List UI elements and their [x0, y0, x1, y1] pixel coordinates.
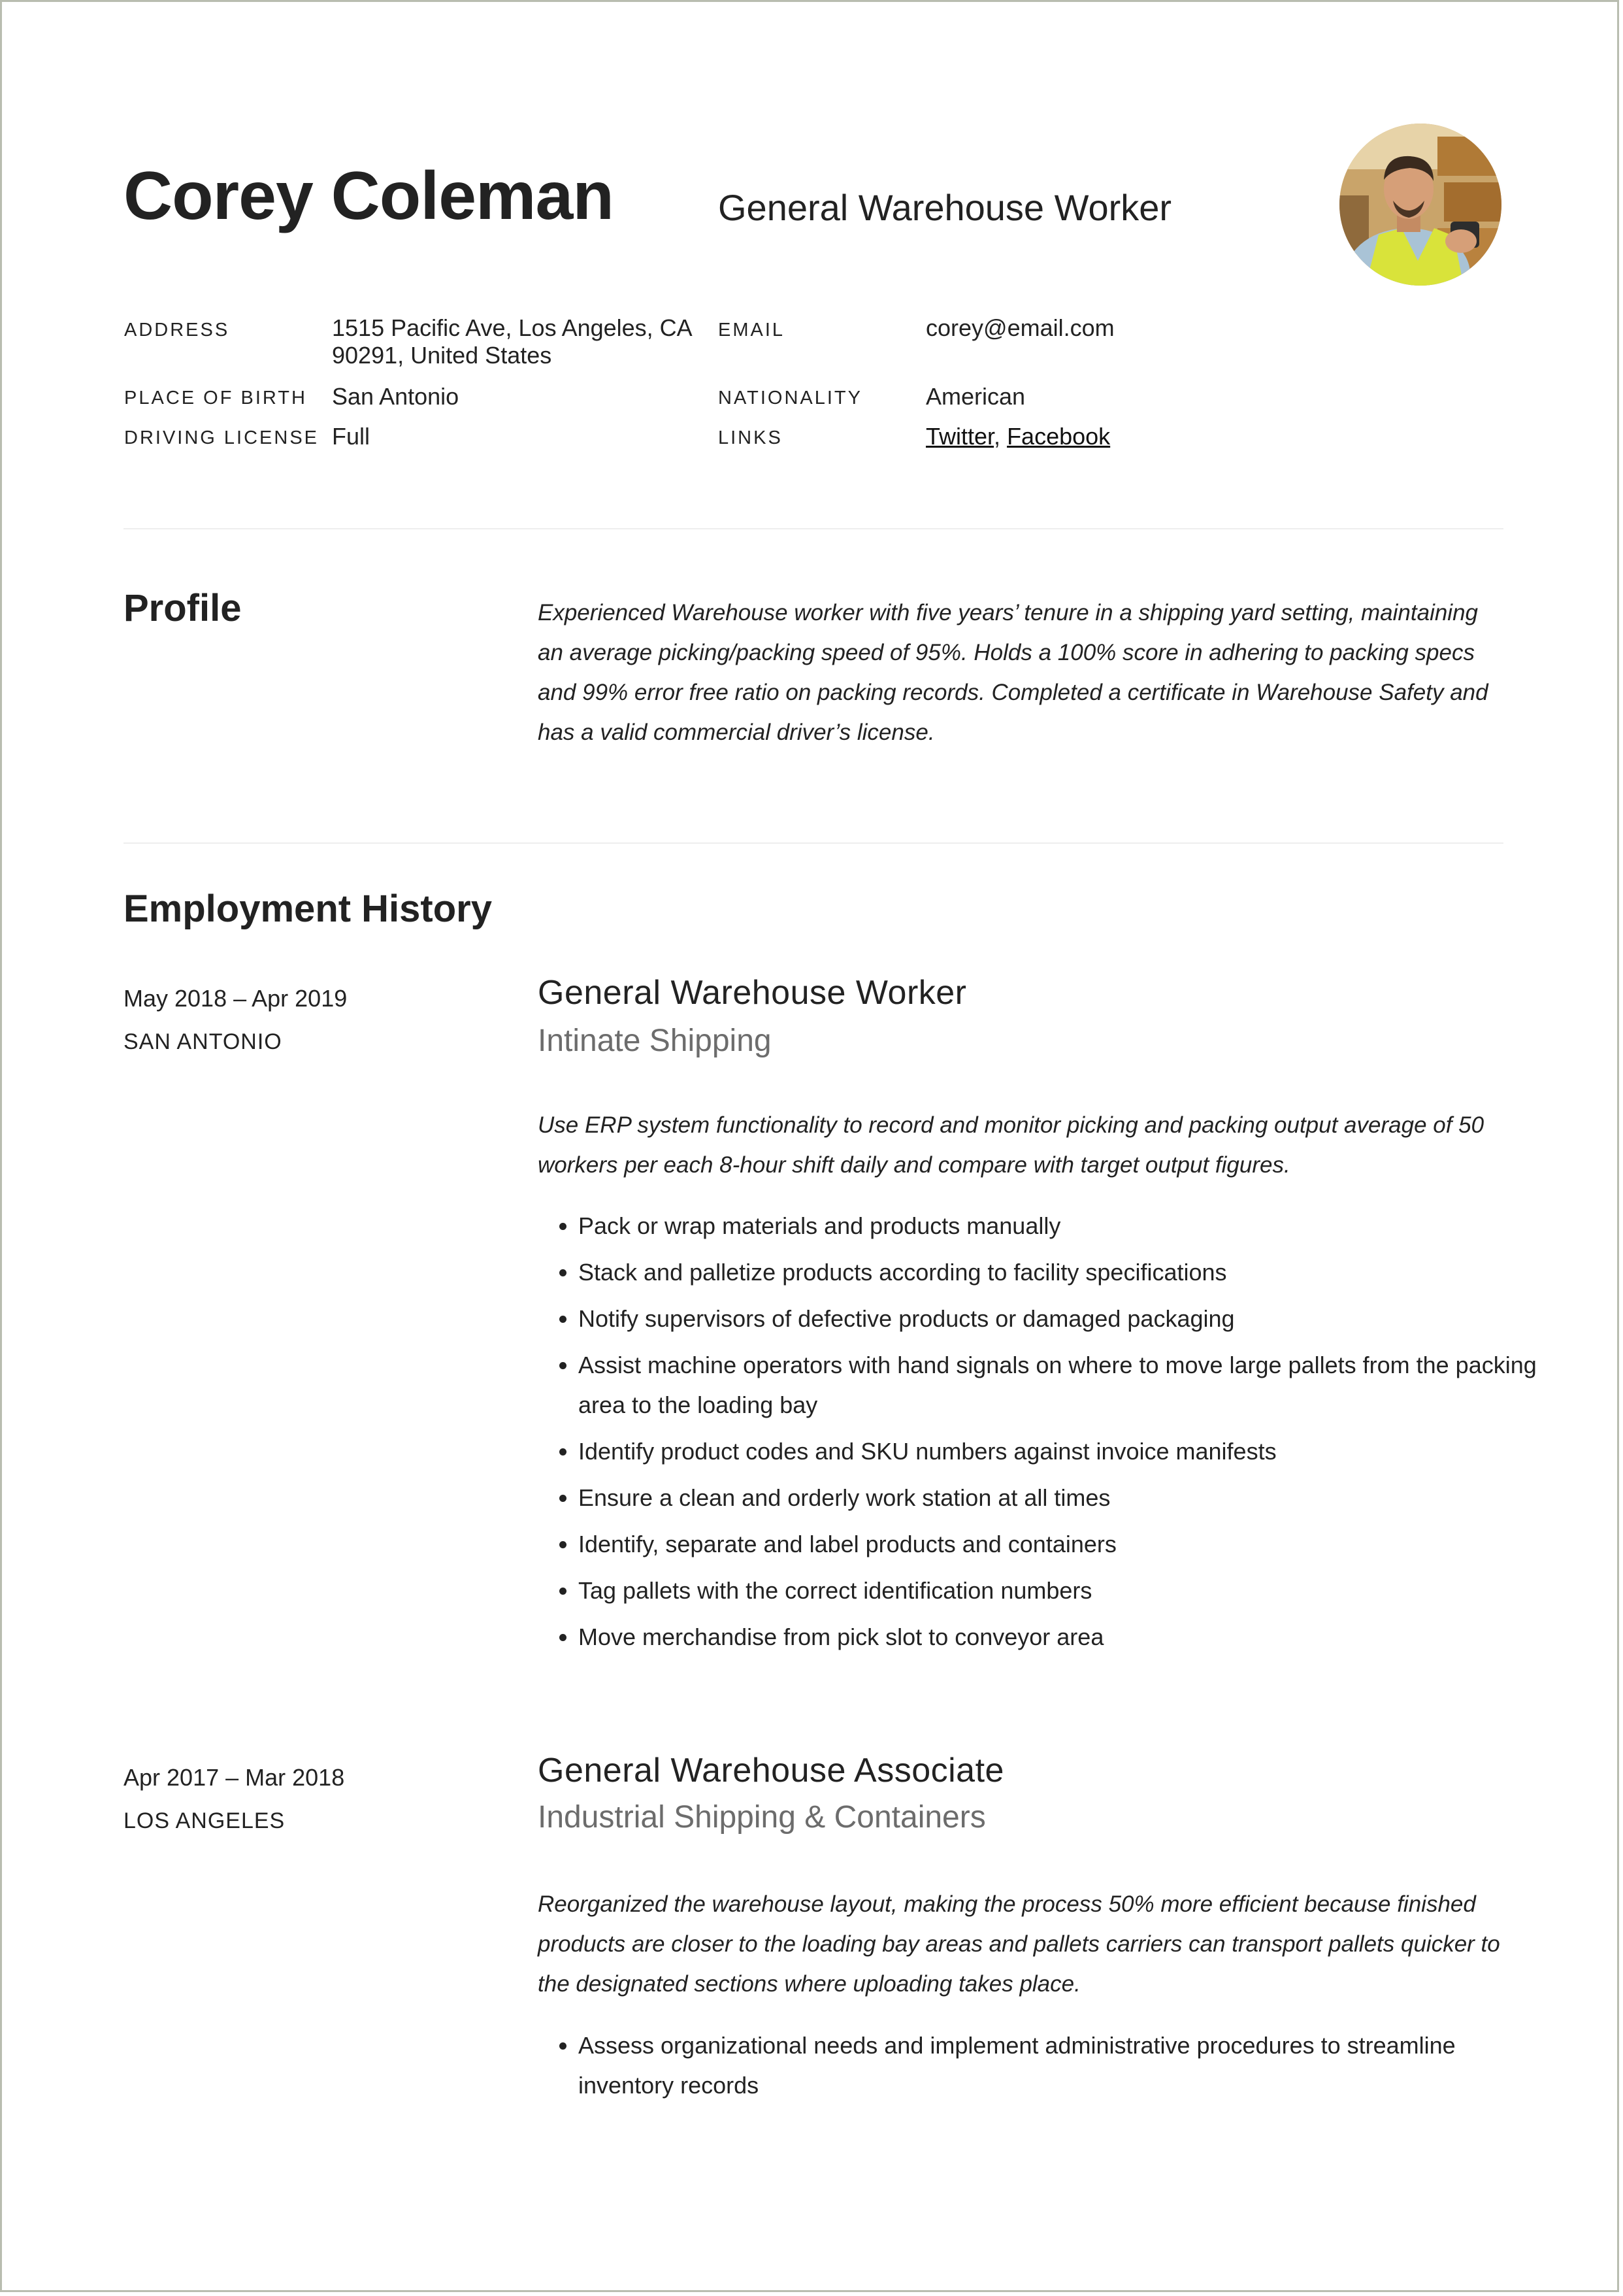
job-1-city: SAN ANTONIO [123, 1029, 282, 1054]
address-value [332, 314, 693, 369]
profile-summary: Experienced Warehouse worker with five years’ tenure in a shipping yard setting, maintaining an average picking/packing speed of 95%. Holds a 100% score in adhering to packing specs and 99% error free ratio on packing records. Completed a certificate in Warehouse Safety and has a valid commercial driver’s license. [538, 600, 1488, 745]
address-line-1: 1515 Pacific Ave, Los Angeles, CA [332, 314, 693, 341]
job-2-dates: Apr 2017 – Mar 2018 [123, 1764, 345, 1791]
job-2-description: Reorganized the warehouse layout, making the process 50% more efficient because finished products are closer to the loading bay areas and pallets carriers can transport pallets quicker to the designated sections where uploading takes place. [538, 1891, 1500, 1997]
job-2-bullets [538, 2025, 1545, 2112]
job-1-dates: May 2018 – Apr 2019 [123, 985, 348, 1012]
job-2-city: LOS ANGELES [123, 1808, 286, 1833]
birth-value: San Antonio [332, 383, 459, 410]
job-1-bullet: • Move merchandise from pick slot to conveyor area [578, 1617, 1545, 1657]
profile-heading: Profile [123, 587, 242, 629]
job-2-bullet: • Assess organizational needs and implement administrative procedures to streamline inventory records [578, 2025, 1545, 2105]
birth-label: PLACE OF BIRTH [124, 388, 307, 408]
job-1-bullet: • Identify product codes and SKU numbers against invoice manifests [578, 1431, 1545, 1471]
job-1-bullet: • Stack and palletize products according to facility specifications [578, 1252, 1545, 1292]
candidate-name: Corey Coleman [123, 158, 614, 234]
links-label: LINKS [718, 427, 783, 448]
email-value[interactable]: corey@email.com [926, 314, 1115, 341]
job-2-position: General Warehouse Associate [538, 1752, 1004, 1789]
address-line-2: 90291, United States [332, 342, 552, 369]
divider-top [123, 528, 1503, 529]
job-1-bullet: • Tag pallets with the correct identification numbers [578, 1571, 1545, 1610]
link-separator: , [994, 423, 1001, 450]
license-label: DRIVING LICENSE [124, 427, 319, 448]
facebook-link[interactable]: Facebook [1007, 423, 1111, 450]
nationality-value: American [926, 383, 1026, 410]
job-1-position: General Warehouse Worker [538, 974, 967, 1012]
job-1-bullets [538, 1206, 1545, 1663]
twitter-link[interactable]: Twitter [926, 423, 994, 450]
license-value: Full [332, 423, 370, 450]
job-2-company: Industrial Shipping & Containers [538, 1800, 986, 1835]
job-title: General Warehouse Worker [718, 187, 1172, 228]
divider-profile [123, 842, 1503, 844]
employment-heading: Employment History [123, 888, 492, 930]
job-1-bullet: • Notify supervisors of defective products or damaged packaging [578, 1299, 1545, 1339]
job-1-company: Intinate Shipping [538, 1023, 772, 1058]
job-1-bullet: • Pack or wrap materials and products manually [578, 1206, 1545, 1246]
email-label: EMAIL [718, 320, 785, 341]
job-1-description: Use ERP system functionality to record and monitor picking and packing output average of 50 workers per each 8-hour shift daily and compare with target output figures. [538, 1112, 1484, 1178]
profile-photo [1339, 124, 1501, 286]
links-value [926, 423, 1110, 450]
address-label: ADDRESS [124, 320, 230, 341]
job-1-bullet: • Assist machine operators with hand signals on where to move large pallets from the packing area to the loading bay [578, 1345, 1545, 1425]
job-1-bullet: • Ensure a clean and orderly work station at all times [578, 1478, 1545, 1518]
worker-photo-icon [1339, 124, 1501, 286]
nationality-label: NATIONALITY [718, 388, 862, 408]
job-1-bullet: • Identify, separate and label products and containers [578, 1524, 1545, 1564]
